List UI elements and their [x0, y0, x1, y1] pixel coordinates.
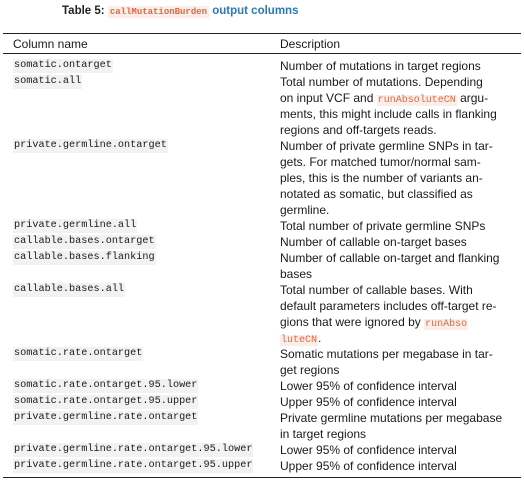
column-description: Lower 95% of confidence interval: [280, 379, 457, 393]
column-name: private.germline.all: [14, 220, 137, 231]
column-description: Total number of callable bases. With default parameters includes off-target re- gions that were ignored by runAbso luteCN.: [280, 283, 497, 346]
caption-function-name: callMutationBurden: [109, 7, 208, 17]
table-header-rule: [3, 53, 521, 54]
inline-code-run-absolute-cn-cont: luteCN: [281, 335, 318, 346]
column-description: Number of callable on-target bases: [280, 235, 467, 249]
header-description: Description: [280, 37, 341, 51]
column-name: somatic.ontarget: [14, 60, 112, 71]
column-description: Number of private germline SNPs in tar- gets. For matched tumor/normal sam- ples, this is the number of variants an- notated as somatic, but classified as germline.: [280, 139, 493, 217]
column-description: Total number of mutations. Depending on input VCF and runAbsoluteCN argu- ments, this might include calls in flanking regions and off-targets reads.: [280, 75, 497, 137]
column-name: private.germline.ontarget: [14, 140, 167, 151]
header-column-name: Column name: [13, 37, 88, 51]
column-name: callable.bases.ontarget: [14, 236, 155, 247]
column-name: callable.bases.all: [14, 284, 125, 295]
column-description: Somatic mutations per megabase in tar- get regions: [280, 347, 493, 377]
column-name: private.germline.rate.ontarget.95.upper: [14, 460, 253, 471]
column-description: Lower 95% of confidence interval: [280, 443, 457, 457]
table-caption: [62, 5, 298, 17]
caption-suffix: output columns: [212, 5, 299, 17]
column-description: Total number of private germline SNPs: [280, 219, 486, 233]
table-bottom-rule: [3, 477, 521, 478]
column-name: somatic.rate.ontarget.95.lower: [14, 380, 198, 391]
column-description: Upper 95% of confidence interval: [280, 395, 457, 409]
column-description: Number of mutations in target regions: [280, 59, 481, 73]
column-name: somatic.all: [14, 76, 82, 87]
column-description: Private germline mutations per megabase in target regions: [280, 411, 503, 441]
table-top-rule: [3, 33, 521, 34]
column-name: somatic.rate.ontarget: [14, 348, 143, 359]
inline-code-run-absolute-cn: runAbso: [425, 319, 468, 330]
column-name: private.germline.rate.ontarget.95.lower: [14, 444, 253, 455]
column-description: Number of callable on-target and flanking bases: [280, 251, 500, 281]
caption-label: Table 5:: [62, 5, 105, 17]
inline-code-run-absolute-cn: runAbsoluteCN: [377, 95, 456, 106]
column-name: somatic.rate.ontarget.95.upper: [14, 396, 198, 407]
column-name: callable.bases.flanking: [14, 252, 155, 263]
column-description: Upper 95% of confidence interval: [280, 459, 457, 473]
column-name: private.germline.rate.ontarget: [14, 412, 198, 423]
